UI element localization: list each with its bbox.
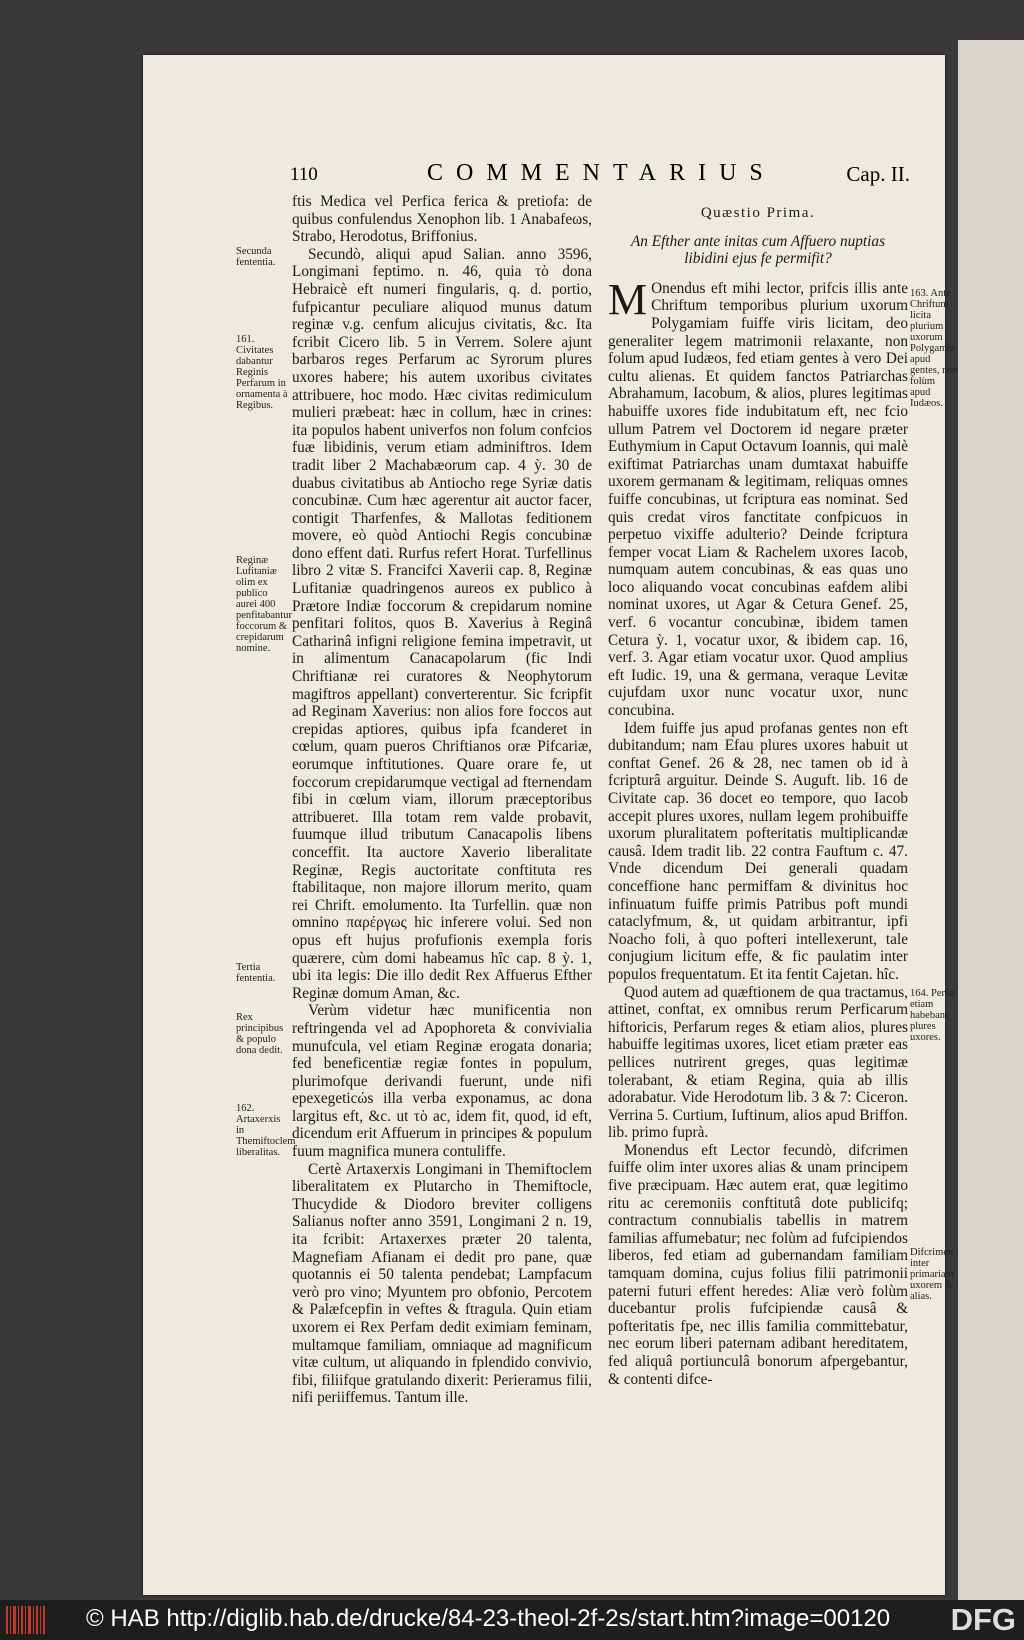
question-subtitle: An Efther ante initas cum Affuero nuptias libidini ejus fe permifit? [630, 232, 886, 268]
page-number: 110 [290, 164, 318, 185]
margin-note: 162. Artaxerxis in Themiftoclem liberalitas. [236, 1103, 296, 1158]
paragraph: Monendus eft Lector fecundò, difcrimen fuiffe olim inter uxores alias & unam principem five præcipuam. Hæc autem erat, quæ legitimo ritu ac ceremoniis conftitutâ dote publicifq; contractum connubialis tabellis in matrem familias affumebatur; nec folùm ad fufcipiendos liberos, fed etiam ad gubernandam familiam tamquam domina, cujus folius filii patrimonii paterni futuri effent heredes: Aliæ verò folùm ducebantur prolis fufcipiendæ causâ & pofteritatis fpe, nec illis familia committebatur, nec eorum liberi paternam adibant hereditatem, fed aliquâ portiunculâ bonorum afpergebantur, & contenti difce- [608, 1141, 908, 1388]
margin-note: 163. Ante Chriftum licita plurium uxorum Polygamia apud gentes, non folùm apud Iudæos. [910, 288, 958, 409]
chapter-label: Cap. II. [846, 162, 910, 186]
margin-note: Secunda fententia. [236, 246, 276, 268]
facing-page-edge [958, 40, 1024, 1600]
running-title: COMMENTARIUS [427, 160, 776, 186]
margin-note: Reginæ Lufitaniæ olim ex publico aurei 400 penfitabantur foccorum & crepidarum nomine. [236, 555, 292, 654]
paragraph [608, 274, 908, 720]
paragraph: Quod autem ad quæftionem de qua tractamus, attinet, conftat, ex omnibus rerum Perficarum hiftoricis, Perfarum reges & etiam alios, plures habuiffe legitimas uxores, licet etiam præter eas pellices nutrirent greges, quas legitimæ tolerabant, & etiam Regina, quia ab illis adorabatur. Vide Herodotum lib. 3 & 7: Ciceron. Verrina 5. Curtium, Iuftinum, alios apud Briffon. lib. primo fuprà. [608, 983, 908, 1142]
margin-note: 161. Civitates dabantur Reginis Perfarum in ornamenta à Regibus. [236, 334, 288, 411]
paragraph: Verùm videtur hæc munificentia non reftringenda vel ad Apophoreta & convivialia munufcula, vel etiam Reginæ erogata donaria; fed beneficentiæ regiæ fontes in populum, plurimofque derivandi fuerunt, unde nifi epexegeticώs illa verba exponamus, ac dona largitus eft, &c. ut τὸ ac, idem fit, quod, id eft, dicendum erit Affuerum in principes & populum fuum magnifica munera contuliffe. [292, 1002, 592, 1161]
footer-bar [0, 1600, 1024, 1640]
dfg-logo: DFG [950, 1602, 1016, 1637]
paragraph: ftis Medica vel Perfica ferica & pretiofa: de quibus confulendus Xenophon lib. 1 Anabafeωs, Strabo, Herodotus, Briffonius. [292, 193, 592, 246]
left-text-column [292, 193, 592, 1407]
margin-note: 164. Perfæ etiam habebant plures uxores. [910, 988, 956, 1043]
right-text-column [608, 205, 908, 1388]
drop-cap: M [608, 274, 648, 324]
barcode-icon [6, 1606, 46, 1634]
paragraph: Idem fuiffe jus apud profanas gentes non eft dubitandum; nam Efau plures uxores habuit ut conftat Genef. 26 & 28, nec tamen ob id à fcripturâ arguitur. Deinde S. Auguft. lib. 16 de Civitate cap. 36 docet eo tempore, quo Iacob accepit plures uxores, nullam legem prohibuiffe uxorum pluralitatem pofteritatis multiplicandæ causâ. Idem tradit lib. 22 contra Fauftum c. 47. Vnde dicendum Dei generali quadam conceffione hanc permiffam & divinitus hoc infinuatum fuiffe primis Patribus poft mundi cataclyfmum, &, ut quidam arbitrantur, ipfi Noacho foli, à quo pofteri intellexerunt, tale conjugium licitum effe, & fic paulatim inter populos frequentatum. Et ita fentit Cajetan. hîc. [608, 719, 908, 983]
margin-note: Tertia fententia. [236, 962, 276, 984]
question-title: Quæstio Prima. [700, 205, 816, 221]
paragraph-text: Onendus eft mihi lector, prifcis illis ante Chriftum temporibus plurium uxorum Polygamiam fuiffe viris licitam, deo generaliter legem matrimonii relaxante, non folum apud Iudæos, fed etiam gentes à vero Dei cultu alienas. Et quidem fanctos Patriarchas Abrahamum, Iacobum, & alios, plures legitimas habuiffe uxores fide indubitatum eft, nec fcio ullum Patrem vel Doctorem id negare præter Euthymium in Caput Octavum Ioannis, qui malè exiftimat Patriarchas unam dumtaxat habuiffe uxorem germanam & legitimam, reliquas omnes fuiffe concubinas, ut fcriptura eas nominat. Sed quis credat viros fanctitate confpicuos in perpetuo vixiffe adulterio? Deinde fcriptura femper vocat Liam & Rachelem uxores Iacob, numquam autem concubinas, & eas quas uno loco aliquando vocat concubinas eafdem alibi nominat uxores, ut Agar & Cetura Genef. 25, verf. 6 vocantur concubinæ, ibidem tamen Cetura ỳ. 1, vocatur uxor, & ibidem cap. 16, verf. 3. Agar etiam vocatur uxor. Quod amplius eft Iudic. 19, una & germana, veraque Levitæ cujufdam uxor nunc vocatur uxor, nunc concubina. [608, 279, 908, 720]
paragraph: Secundò, aliqui apud Salian. anno 3596, Longimani feptimo. n. 46, quia τὸ dona Hebraicè eft numeri fingularis, q. d. portio, fufpicantur peculiare aliquod munus datum reginæ v.g. cenfum alicujus civitatis, &c. Ita fcribit Cicero lib. 5 in Verrem. Solere ajunt barbaros reges Perfarum ac Syrorum plures uxores habere; his autem uxoribus civitates attribuere, hoc modo. Hæc civitas redimiculum mulieri præbeat: hæc in collum, hæc in crines: ita populos habent univerfos non folum confcios fuæ libidinis, verum etiam adminiftros. Idem tradit liber 2 Machabæorum cap. 4 ỳ. 30 de duabus civitatibus ab Antiocho rege Syriæ datis concubinæ. Cum hæc agerentur ait auctor facer, contigit Tharfenfes, & Mallotas feditionem movere, eò quòd Antiochi Regis concubinæ dono effent dati. Rurfus refert Horat. Turfellinus libro 2 vitæ S. Francifci Xaverii cap. 8, Reginæ Lufitaniæ quadringenos aureos ex publico à Prætore Indiæ foccorum & crepidarum nomine penfitari folitos, quos B. Xaverius à Reginâ Catharinâ infigni religione femina impetravit, ut in alimentum Canacapolarum (fic Indi Chriftianæ rei curatores & Neophytorum magiftros appellant) converterentur. Sic fcripfit ad Reginam Xaverius: non alios fore foccos aut crepidas aptiores, quibus ipfa fcanderet in cœlum, quam pueros Chriftianos oræ Pifcariæ, eorumque inftitutiones. Quare orare fe, ut foccorum crepidarumque vectigal ad fternendam fibi in cœlum viam, illorum præceptoribus attribueret. Illa totam rem valde probavit, fuumque illud tributum Canacapolis libens conceffit. Ita auctore Xaverio liberalitate Reginæ, Regis auctoritate conftituta res ftabilitaque, non majore illorum merito, quam rei Chrift. emolumento. Ita Turfellin. quæ non omnino παρέργως hic inferere volui. Sed non opus eft hujus profufionis exempla foris quærere, cùm domi habeamus hîc cap. 8 ỳ. 1, ubi ita legis: Die illo dedit Rex Affuerus Efther Reginæ domum Aman, &c. [292, 245, 592, 1002]
margin-note: Rex principibus & populo dona dedit. [236, 1012, 284, 1056]
page-header [290, 160, 910, 190]
paragraph: Certè Artaxerxis Longimani in Themiftoclem liberalitatem ex Plutarcho in Themiftocle, Thucydide & Diodoro breviter colligens Salianus nofter anno 3591, Longimani 2 n. 19, ita fcribit: Artaxerxes præter 20 talenta, Magnefiam Afianam ei dedit pro pane, quæ quotannis ei 50 talenta pendebat; Lampfacum verò pro vino; Myuntem pro obfonio, Percotem & Palæfcepfin in veftes & ftragula. Quin etiam uxorem ei Rex Perfam dedit eximiam feminam, multamque familiam, omniaque ad magnificum vitæ cultum, ut aliquando in fplendido convivio, fibi, filiifque gratulando dixerit: Perieramus filii, nifi periiffemus. Tantum ille. [292, 1160, 592, 1407]
margin-note: Difcrimen inter primariam uxorem & alias. [910, 1247, 954, 1302]
source-url[interactable]: © HAB http://diglib.hab.de/drucke/84-23-theol-2f-2s/start.htm?image=00120 [86, 1605, 891, 1632]
